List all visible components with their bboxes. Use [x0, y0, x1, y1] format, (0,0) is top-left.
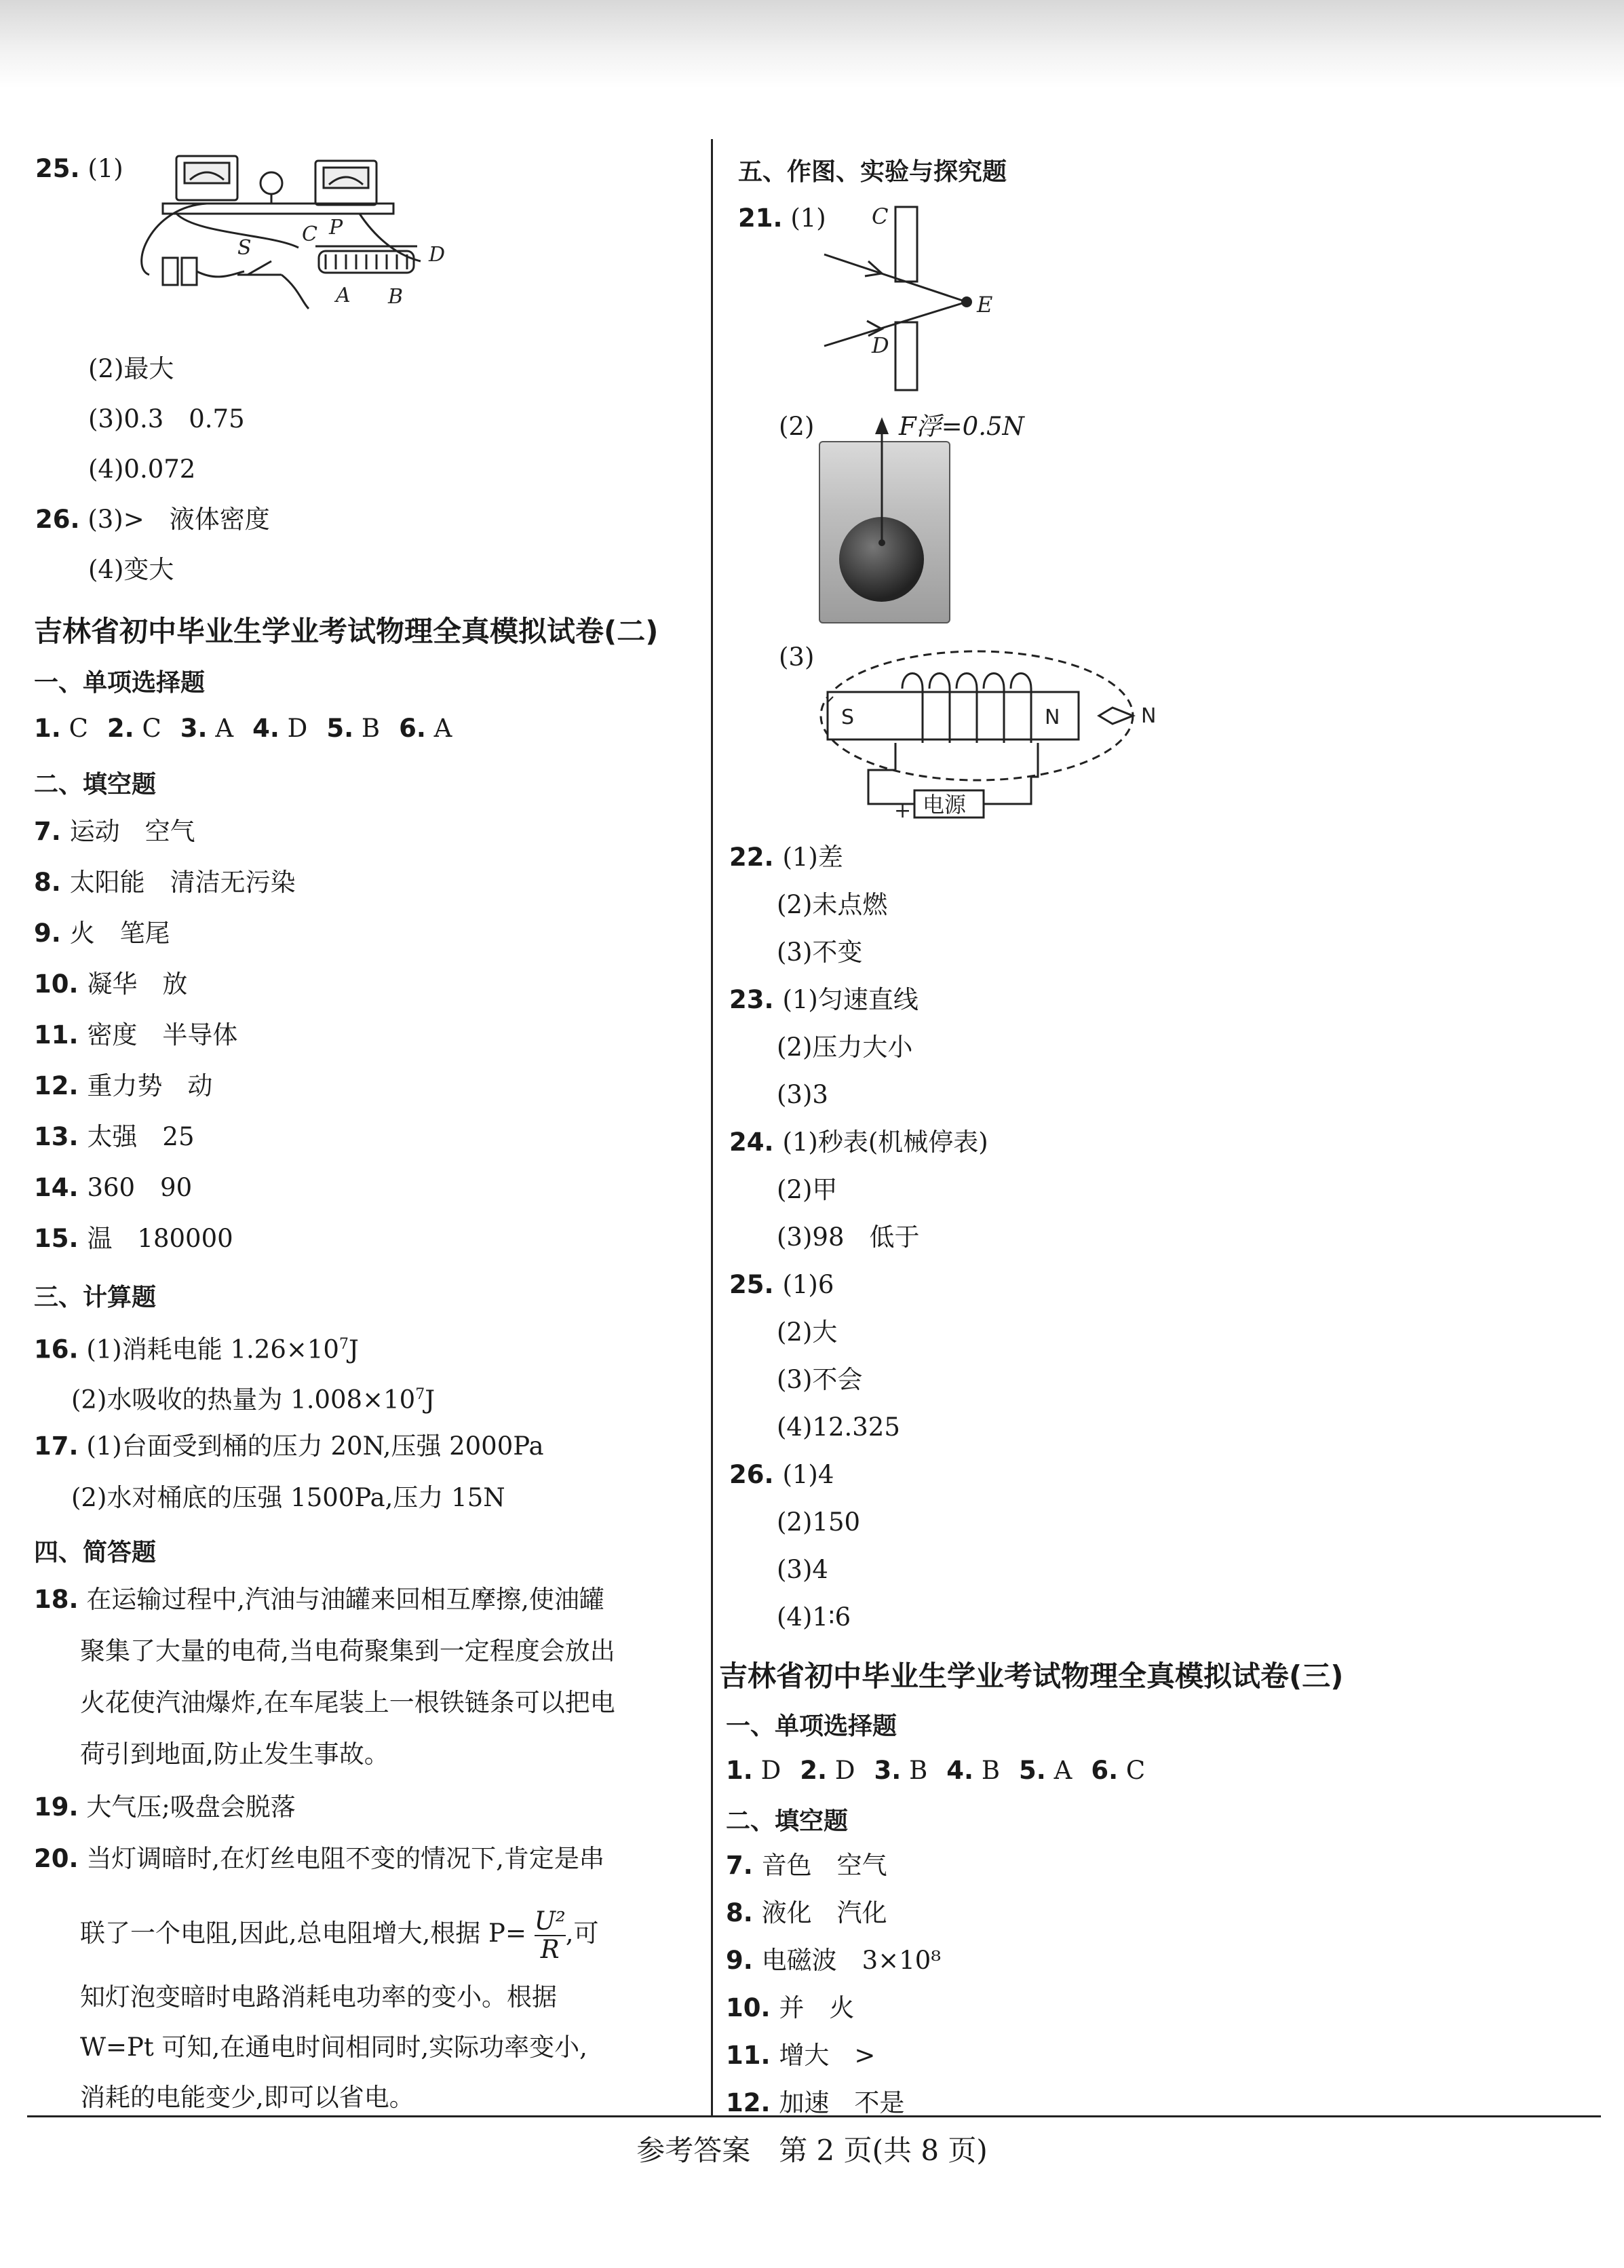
question-number: 2.: [107, 714, 134, 743]
answer-text: 太强 25: [87, 1122, 195, 1151]
answer-text: (1)6: [782, 1270, 834, 1299]
answer-line: [777, 1601, 851, 1634]
answer-text: 并 火: [779, 1993, 855, 2022]
bulb: [260, 172, 282, 194]
question-number: 1.: [34, 714, 61, 743]
answer-text: 运动 空气: [69, 817, 195, 846]
answer-text: 重力势 动: [87, 1071, 213, 1100]
answer-text: 增大 >: [779, 2041, 876, 2070]
answer-text: 电磁波 3×10⁸: [761, 1946, 942, 1975]
answer-text: 太阳能 清洁无污染: [69, 868, 296, 897]
question-number: 8.: [34, 868, 70, 897]
question-number: 26.: [35, 505, 80, 534]
answer-letter: B: [901, 1756, 928, 1785]
answer-line: [777, 1554, 828, 1586]
question-number: 24.: [729, 1128, 783, 1157]
switch: [237, 261, 282, 275]
answer-text: (1)差: [782, 843, 843, 872]
label-S: S: [237, 236, 252, 260]
plus-sign: +: [894, 799, 912, 823]
q18-line4: 荷引到地面,防止发生事故。: [80, 1740, 389, 1769]
mc-answers-3: [726, 1754, 1164, 1787]
fill-answer: [34, 1019, 237, 1052]
question-number: 26.: [729, 1460, 783, 1489]
mc-answer: [1019, 1756, 1072, 1785]
answer-text: 液化 汽化: [761, 1898, 887, 1927]
solenoid-diagram: [814, 641, 1194, 831]
q20-line3: 知灯泡变暗时电路消耗电功率的变小。根据: [80, 1982, 557, 2012]
q20-line1: 20. 当灯调暗时,在灯丝电阻不变的情况下,肯定是串: [34, 1844, 604, 1873]
answer-line: [777, 1079, 828, 1111]
question-number: 23.: [729, 985, 783, 1014]
exam-title-3: 吉林省初中毕业生学业考试物理全真模拟试卷(三): [719, 1659, 1344, 1693]
section-heading: 四、简答题: [34, 1539, 157, 1567]
battery: [163, 258, 178, 285]
answer-text: (3)3: [777, 1080, 828, 1109]
question-number: 25.: [35, 154, 80, 183]
answer-text: 密度 半导体: [87, 1020, 238, 1050]
q25-part1: (1): [88, 154, 123, 183]
section-heading: 三、计算题: [34, 1284, 157, 1311]
pole-S: S: [841, 706, 855, 729]
answer-text: (3)98 低于: [777, 1223, 920, 1252]
q25-header: [35, 153, 123, 185]
answer-text: 加速 不是: [779, 2088, 905, 2117]
answer-text: 音色 空气: [761, 1851, 887, 1880]
answer-letter: A: [425, 714, 452, 743]
answer-text: (3)不会: [777, 1365, 863, 1394]
fill-answer: [726, 2087, 904, 2119]
q17-part2: (2)水对桶底的压强 1500Pa,压力 15N: [71, 1483, 505, 1512]
question-number: 11.: [726, 2041, 779, 2070]
fill-answer: [34, 968, 187, 1001]
answer-text: (2)压力大小: [777, 1033, 913, 1062]
question-number: 5.: [1019, 1756, 1046, 1785]
answer-text: 火 笔尾: [69, 919, 170, 948]
fill-answer: [34, 866, 296, 899]
question-number: 14.: [34, 1173, 88, 1202]
answer-first-line: [729, 984, 919, 1016]
q16-part1: 16. (1)消耗电能 $1.26\times 10^7J$: [34, 1334, 359, 1364]
question-number: 8.: [726, 1898, 762, 1927]
exam-title-2: 吉林省初中毕业生学业考试物理全真模拟试卷(二): [34, 615, 659, 648]
fill-answer: [34, 1223, 233, 1255]
q21-part3: (3): [779, 642, 815, 672]
label-C: C: [872, 204, 889, 229]
answer-first-line: [729, 1126, 988, 1159]
fill-answer: [34, 1070, 212, 1102]
question-number: 2.: [800, 1756, 828, 1785]
answer-text: (2)150: [777, 1507, 861, 1537]
answer-first-line: [729, 841, 843, 874]
answer-text: (1)匀速直线: [782, 985, 919, 1014]
mc-answer: [946, 1756, 1000, 1785]
q21-part1: 21. (1): [738, 204, 826, 233]
question-number: 4.: [946, 1756, 974, 1785]
question-number: 12.: [34, 1071, 88, 1100]
q18-line3: 火花使汽油爆炸,在车尾装上一根铁链条可以把电: [80, 1688, 615, 1717]
q20-line2: 联了一个电阻,因此,总电阻增大,根据 P= $\frac{\text{U²}}{R}$ ,可: [80, 1906, 599, 1964]
label-D: D: [872, 332, 889, 358]
answer-line: [777, 1506, 860, 1539]
answer-text: (1)4: [782, 1460, 834, 1489]
question-number: 15.: [34, 1224, 88, 1253]
label-C: C: [302, 223, 317, 246]
answer-text: (1)秒表(机械停表): [782, 1128, 988, 1157]
question-number: 7.: [34, 817, 70, 846]
mc-answer: [180, 714, 233, 743]
q20-line4: W=Pt 可知,在通电时间相同时,实际功率变小,: [80, 2033, 587, 2062]
fill-answer: [726, 2039, 875, 2072]
q25-part2: (2)最大: [88, 354, 174, 383]
question-number: 6.: [399, 714, 426, 743]
answer-text: (2)未点燃: [777, 890, 888, 919]
question-number: 10.: [726, 1993, 779, 2022]
core: [828, 692, 1079, 739]
answer-letter: D: [279, 714, 308, 743]
answer-letter: A: [1045, 1756, 1072, 1785]
answer-text: 凝华 放: [87, 969, 188, 999]
mc-answer: [252, 714, 307, 743]
answer-first-line: [729, 1269, 834, 1301]
power-formula-fraction: $\frac{\text{U²}}{R}$: [534, 1906, 566, 1964]
section-heading: 一、单项选择题: [34, 669, 206, 697]
mc-answer: [107, 714, 161, 743]
answer-letter: B: [973, 1756, 1001, 1785]
point-e: [961, 296, 972, 307]
fill-answer: [726, 1944, 941, 1977]
question-number: 9.: [726, 1946, 762, 1975]
power-label: 电源: [923, 792, 967, 818]
mc-answer: [874, 1756, 928, 1785]
reflection-diagram: [814, 200, 1038, 404]
answer-line: [777, 1031, 912, 1064]
answer-first-line: [729, 1459, 834, 1491]
label-E: E: [977, 292, 993, 318]
question-number: 9.: [34, 919, 70, 948]
q21-part2: (2): [779, 412, 815, 441]
mc-answer: [1091, 1756, 1145, 1785]
mc-answer: [326, 714, 380, 743]
section-heading: 一、单项选择题: [726, 1712, 897, 1740]
circuit-diagram: [136, 146, 455, 322]
label-A: A: [336, 284, 351, 307]
answer-line: [777, 1221, 920, 1254]
question-number: 12.: [726, 2088, 779, 2117]
barrier-d: [895, 322, 917, 390]
fill-answer: [726, 1897, 887, 1929]
label-D: D: [429, 243, 446, 267]
answer-letter: C: [60, 714, 88, 743]
q26-part4: (4)变大: [88, 555, 174, 584]
compass-N: N: [1141, 704, 1157, 728]
answer-text: 360 90: [87, 1173, 193, 1202]
fill-answer: [34, 1121, 195, 1153]
question-number: 25.: [729, 1270, 783, 1299]
answer-letter: C: [1118, 1756, 1146, 1785]
q25-part3: (3)0.3 0.75: [88, 404, 245, 434]
q20-line5: 消耗的电能变少,即可以省电。: [80, 2083, 414, 2112]
label-B: B: [388, 285, 404, 309]
question-number: 3.: [874, 1756, 902, 1785]
question-number: 7.: [726, 1851, 762, 1880]
mc-answer: [399, 714, 452, 743]
question-number: 22.: [729, 843, 783, 872]
fill-answer: [34, 815, 195, 848]
question-number: 5.: [326, 714, 354, 743]
fill-answer: [726, 1992, 854, 2024]
q25-part4: (4)0.072: [88, 455, 196, 484]
question-number: 4.: [252, 714, 279, 743]
answer-letter: C: [134, 714, 161, 743]
answer-text: (2)大: [777, 1318, 838, 1347]
answer-line: [777, 936, 862, 969]
question-number: 10.: [34, 969, 88, 999]
question-number: 11.: [34, 1020, 88, 1050]
answer-text: (4)12.325: [777, 1412, 900, 1442]
column-divider: [711, 139, 713, 2117]
q18-line1: 18. 在运输过程中,汽油与油罐来回相互摩擦,使油罐: [34, 1585, 604, 1614]
fill-answer: [34, 1172, 192, 1204]
q18-line2: 聚集了大量的电荷,当电荷聚集到一定程度会放出: [80, 1636, 615, 1666]
answer-text: 温 180000: [87, 1224, 233, 1253]
answer-letter: D: [827, 1756, 855, 1785]
answer-line: [777, 1316, 837, 1349]
label-P: P: [329, 216, 343, 239]
answer-text: (4)1∶6: [777, 1602, 851, 1632]
q16-part2: (2)水吸收的热量为 $1.008\times 10^7J$: [71, 1385, 436, 1415]
buoyancy-label: F浮=0.5N: [899, 412, 1024, 441]
answer-line: [777, 889, 887, 921]
mc-answer: [800, 1756, 855, 1785]
fill-answer: [34, 917, 170, 950]
mc-answer: [726, 1756, 781, 1785]
answer-line: [777, 1364, 862, 1396]
pole-N: N: [1045, 706, 1060, 729]
section-heading: 五、作图、实验与探究题: [738, 158, 1007, 186]
answer-line: [777, 1174, 837, 1206]
fill-answer: [726, 1849, 887, 1882]
section-heading: 二、填空题: [34, 771, 157, 799]
answer-text: (2)甲: [777, 1175, 838, 1204]
answer-letter: D: [752, 1756, 781, 1785]
answer-text: (3)4: [777, 1555, 828, 1584]
q17-part1: 17. (1)台面受到桶的压力 20N,压强 2000Pa: [34, 1431, 544, 1461]
answer-letter: A: [207, 714, 234, 743]
scan-top-shadow: [0, 0, 1624, 88]
answer-line: [777, 1411, 900, 1444]
mc-answers-2: [34, 712, 471, 745]
mc-answer: [34, 714, 88, 743]
page-footer: 参考答案 第 2 页(共 8 页): [636, 2134, 988, 2167]
question-number: 6.: [1091, 1756, 1119, 1785]
q26-part3: 26. (3)> 液体密度: [35, 505, 270, 534]
answer-text: (3)不变: [777, 938, 863, 967]
barrier-c: [895, 207, 917, 282]
question-number: 1.: [726, 1756, 753, 1785]
q19: 19. 大气压;吸盘会脱落: [34, 1792, 296, 1822]
section-heading: 二、填空题: [726, 1807, 849, 1835]
answer-letter: B: [353, 714, 381, 743]
question-number: 13.: [34, 1122, 88, 1151]
question-number: 3.: [180, 714, 208, 743]
